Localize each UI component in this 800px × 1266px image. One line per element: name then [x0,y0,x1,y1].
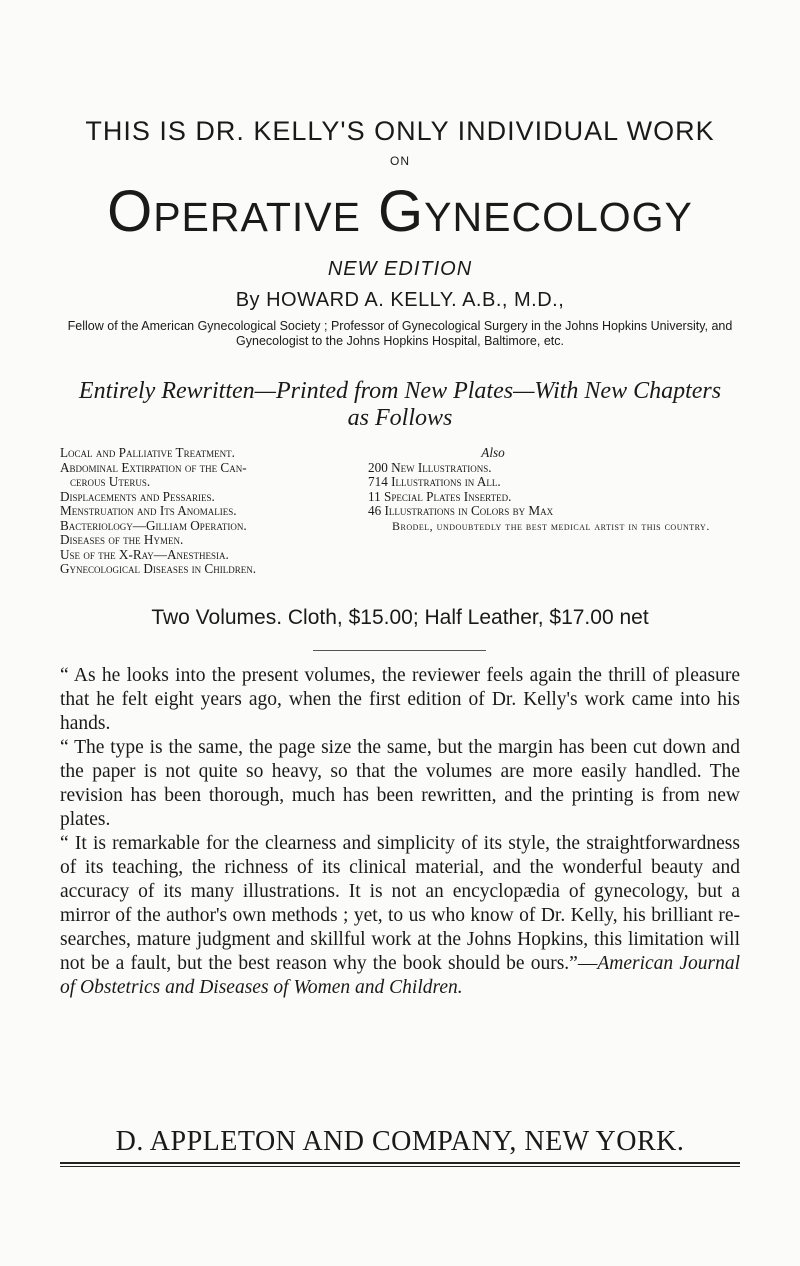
list-item: Abdominal Extirpation of the Can- cerous Uterus. [60,459,247,489]
list-item: 714 Illustrations in All. [368,474,501,489]
divider [313,650,486,651]
publisher: D. APPLETON AND COMPANY, NEW YORK. [115,1126,685,1157]
top-line: THIS IS DR. KELLY'S ONLY INDIVIDUAL WORK [85,116,715,146]
list-item: Menstruation and Its Anomalies. [60,503,237,518]
review-source: American Journal of Obstetrics and Diseases of Women and Children. [60,953,740,998]
list-item: Displacements and Pessaries. [60,488,215,504]
subtitle-line-2: as Follows [347,405,453,431]
review-paragraph: “ It is remarkable for the clearness and simplicity of its style, the straightforwardness of its teaching, the richness of its clinical material, and the wonderful beauty and accuracy of its many illustrations. It is not an encyclopædia of gynecology, but a mirror of the author's own methods ; yet, to us who know of Dr. Kelly, his brilliant re-searches, mature judgment and skillful work at the Johns Hopkins, this limitation will not be a fault, but the best reason why the book should be ours.”—American Journal of Obstetrics and Diseases of Women and Children. [60,833,740,998]
review-paragraph: “ As he looks into the present volumes, the reviewer feels again the thrill of pleasure that he felt eight years ago, when the first edition of Dr. Kelly's work came into his hands. [60,665,740,734]
list-item: 200 New Illustrations. [368,459,492,475]
also-label: Also [481,445,505,460]
author-credentials: Fellow of the American Gynecological Society ; Professor of Gynecological Surgery in the Johns Hopkins University, and Gynecologist to the Johns Hopkins Hospital, Baltimore, etc. [67,319,733,348]
list-item: Bacteriology—Gilliam Operation. [60,517,247,533]
list-item: Use of the X-Ray—Anesthesia. [60,546,229,562]
review-paragraph: “ The type is the same, the page size the same, but the margin has been cut down and the paper is not quite so heavy, so that the volumes are more easily handled. The revision has been thorough, much has been rewritten, and the printing is from new plates. [60,737,740,830]
list-item: 11 Special Plates Inserted. [368,488,512,504]
list-item: Gynecological Diseases in Children. [60,561,257,576]
bottom-rule [60,1162,740,1164]
page-title: Operative Gynecology [107,179,693,244]
subtitle-line-1: Entirely Rewritten—Printed from New Plates—With New Chapters [78,378,722,404]
extras-list [368,446,748,533]
bottom-rule-thin [60,1166,740,1167]
list-item: Diseases of the Hymen. [60,532,184,547]
list-item: 46 Illustrations in Colors by Max Brodel, undoubtedly the best medical artist in this country. [368,503,710,533]
author-line: By HOWARD A. KELLY. A.B., M.D., [235,289,565,311]
price-line: Two Volumes. Cloth, $15.00; Half Leather, $17.00 net [151,606,649,629]
subtitle [0,378,800,432]
edition-label: NEW EDITION [327,258,473,280]
chapter-list [60,446,360,577]
list-item: Local and Palliative Treatment. [60,445,235,460]
on-word: ON [390,154,410,168]
review-quote [60,664,740,1000]
